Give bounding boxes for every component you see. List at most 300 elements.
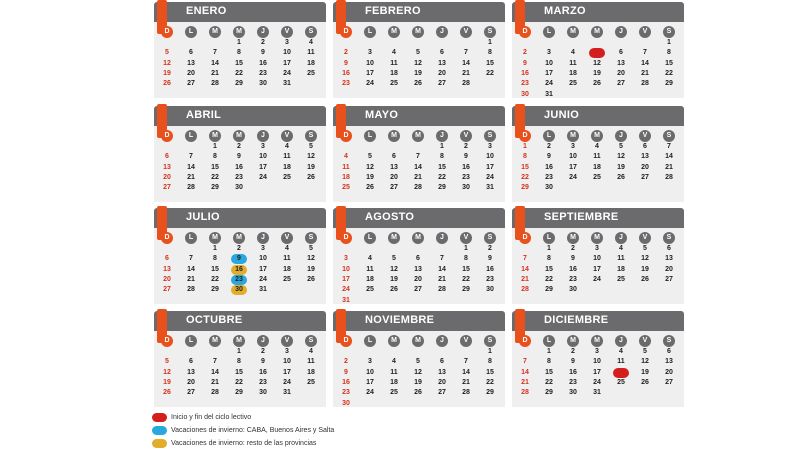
day-cell: 7 — [213, 49, 217, 57]
day-cell: 22 — [235, 378, 243, 386]
weekday-header: V — [460, 232, 472, 244]
month-header — [154, 2, 326, 22]
day-cell: 19 — [617, 163, 625, 171]
day-cell: 18 — [390, 378, 398, 386]
month-header — [512, 2, 684, 22]
day-cell: 23 — [569, 378, 577, 386]
day-cell: 10 — [486, 153, 494, 161]
month-name: MARZO — [544, 5, 586, 17]
day-cell: 28 — [187, 286, 195, 294]
day-cell: 24 — [593, 378, 601, 386]
day-cell: 21 — [438, 275, 446, 283]
day-cell: 27 — [163, 286, 171, 294]
day-cell: 29 — [211, 184, 219, 192]
day-cell: 12 — [390, 265, 398, 273]
day-cell: 14 — [211, 59, 219, 67]
day-cell: 11 — [593, 153, 601, 161]
weekday-header: L — [543, 335, 555, 347]
day-cell: 24 — [366, 80, 374, 88]
day-cell: 5 — [368, 153, 372, 161]
day-cell: 28 — [438, 286, 446, 294]
day-cell: 16 — [259, 59, 267, 67]
month-header — [154, 208, 326, 228]
day-cell: 23 — [545, 173, 553, 181]
day-cell: 16 — [545, 163, 553, 171]
day-cell: 16 — [342, 69, 350, 77]
day-cell: 7 — [416, 153, 420, 161]
day-cell: 20 — [665, 368, 673, 376]
weekday-header: V — [639, 232, 651, 244]
weekday-header: S — [305, 26, 317, 38]
day-cell: 22 — [438, 173, 446, 181]
day-cell: 19 — [414, 378, 422, 386]
day-cell: 4 — [571, 49, 575, 57]
day-cell: 31 — [283, 80, 291, 88]
day-cell: 25 — [569, 80, 577, 88]
day-cell: 24 — [259, 173, 267, 181]
day-cell: 24 — [545, 80, 553, 88]
day-cell: 26 — [366, 184, 374, 192]
day-cell: 9 — [547, 153, 551, 161]
day-cell: 31 — [259, 286, 267, 294]
day-cell: 15 — [235, 368, 243, 376]
day-cell: 21 — [665, 163, 673, 171]
weekday-header: M — [412, 335, 424, 347]
day-cell: 23 — [521, 80, 529, 88]
day-cell: 14 — [414, 163, 422, 171]
day-cell: 23 — [342, 80, 350, 88]
day-cell: 12 — [641, 255, 649, 263]
day-cell: 9 — [464, 153, 468, 161]
month-name: MAYO — [365, 109, 399, 121]
day-cell: 2 — [261, 39, 265, 46]
day-cell: 10 — [545, 59, 553, 67]
day-cell: 24 — [342, 286, 350, 294]
day-cell: 18 — [307, 368, 315, 376]
day-cell: 19 — [641, 368, 649, 376]
day-cell: 3 — [368, 49, 372, 57]
weekday-header: M — [591, 335, 603, 347]
day-cell: 10 — [283, 358, 291, 366]
weekday-header: M — [591, 26, 603, 38]
weekday-header: D — [340, 335, 352, 347]
weekday-header: J — [436, 232, 448, 244]
month-name: ENERO — [186, 5, 227, 17]
day-cell: 3 — [595, 348, 599, 355]
day-cell: 2 — [464, 143, 468, 150]
day-cell: 7 — [523, 255, 527, 263]
weekday-header: M — [412, 130, 424, 142]
day-cell: 9 — [488, 255, 492, 263]
weekday-header: J — [615, 26, 627, 38]
day-cell: 25 — [283, 173, 291, 181]
weekday-header: M — [567, 335, 579, 347]
day-cell: 25 — [593, 173, 601, 181]
day-cell: 4 — [309, 39, 313, 46]
day-cell: 25 — [307, 378, 315, 386]
weekday-header: L — [185, 130, 197, 142]
weekday-header: J — [436, 335, 448, 347]
day-cell: 28 — [211, 389, 219, 397]
day-cell: 28 — [641, 80, 649, 88]
day-cell: 31 — [545, 90, 553, 98]
day-cell: 13 — [665, 358, 673, 366]
legend-text: Inicio y fin del ciclo lectivo — [171, 414, 252, 421]
day-cell: 30 — [342, 399, 350, 407]
day-cell: 11 — [307, 49, 315, 57]
day-cell: 6 — [643, 143, 647, 150]
weekday-header: J — [257, 232, 269, 244]
day-cell: 10 — [366, 368, 374, 376]
weekday-header: D — [161, 26, 173, 38]
day-cell: 15 — [438, 163, 446, 171]
day-cell: 21 — [211, 378, 219, 386]
weekday-header: S — [305, 335, 317, 347]
day-cell: 9 — [231, 254, 247, 264]
day-cell: 14 — [665, 153, 673, 161]
day-cell: 27 — [617, 80, 625, 88]
day-cell: 19 — [593, 69, 601, 77]
day-cell: 15 — [211, 265, 219, 273]
day-cell: 26 — [390, 286, 398, 294]
day-cell: 8 — [213, 153, 217, 161]
day-cell: 10 — [569, 153, 577, 161]
day-cell: 3 — [571, 143, 575, 150]
day-cell: 9 — [261, 49, 265, 57]
month-header — [333, 106, 505, 126]
day-cell: 18 — [307, 59, 315, 67]
day-cell: 3 — [547, 49, 551, 57]
day-cell: 20 — [390, 173, 398, 181]
day-cell: 11 — [390, 59, 398, 67]
month-name: JULIO — [186, 211, 220, 223]
day-cell: 11 — [569, 59, 577, 67]
day-cell: 13 — [641, 153, 649, 161]
day-cell: 29 — [545, 389, 553, 397]
weekday-header: S — [663, 26, 675, 38]
weekday-header: J — [257, 130, 269, 142]
day-cell: 1 — [464, 245, 468, 252]
day-cell: 7 — [643, 49, 647, 57]
month-name: SEPTIEMBRE — [544, 211, 619, 223]
month-name: JUNIO — [544, 109, 580, 121]
day-cell: 18 — [569, 69, 577, 77]
weekday-header: M — [388, 232, 400, 244]
day-cell: 13 — [617, 59, 625, 67]
day-cell: 4 — [619, 348, 623, 355]
day-cell: 2 — [571, 245, 575, 252]
weekday-header: S — [484, 232, 496, 244]
weekday-header: V — [639, 335, 651, 347]
weekday-header: D — [161, 130, 173, 142]
day-cell: 29 — [235, 80, 243, 88]
day-cell: 1 — [213, 245, 217, 252]
day-cell: 13 — [187, 59, 195, 67]
day-cell: 14 — [462, 59, 470, 67]
weekday-header: M — [412, 232, 424, 244]
weekday-header: L — [543, 232, 555, 244]
day-cell: 11 — [617, 255, 625, 263]
day-cell: 23 — [259, 69, 267, 77]
legend-marker-red — [152, 413, 167, 422]
day-cell: 15 — [462, 265, 470, 273]
day-cell: 1 — [237, 39, 241, 46]
day-cell: 17 — [366, 69, 374, 77]
day-cell: 29 — [462, 286, 470, 294]
day-cell: 10 — [259, 255, 267, 263]
day-cell: 5 — [416, 49, 420, 57]
day-cell: 28 — [665, 173, 673, 181]
day-cell: 7 — [464, 49, 468, 57]
day-cell: 30 — [462, 184, 470, 192]
day-cell: 6 — [667, 348, 671, 355]
day-cell: 3 — [368, 358, 372, 366]
day-cell: 16 — [569, 368, 577, 376]
day-cell: 7 — [523, 358, 527, 366]
weekday-header: L — [543, 26, 555, 38]
day-cell: 4 — [285, 143, 289, 150]
day-cell: 30 — [259, 80, 267, 88]
day-cell: 4 — [392, 49, 396, 57]
day-cell: 16 — [259, 368, 267, 376]
weekday-header: J — [615, 335, 627, 347]
day-cell: 10 — [283, 49, 291, 57]
day-cell: 2 — [488, 245, 492, 252]
day-cell: 31 — [486, 184, 494, 192]
day-cell: 31 — [593, 389, 601, 397]
day-cell: 3 — [488, 143, 492, 150]
day-cell: 9 — [344, 368, 348, 376]
day-cell: 14 — [521, 265, 529, 273]
day-cell: 29 — [521, 184, 529, 192]
day-cell: 8 — [488, 358, 492, 366]
day-cell: 27 — [163, 184, 171, 192]
day-cell: 25 — [617, 275, 625, 283]
day-cell: 26 — [414, 389, 422, 397]
day-cell: 20 — [187, 69, 195, 77]
day-cell: 19 — [163, 378, 171, 386]
day-cell: 15 — [486, 59, 494, 67]
day-cell: 19 — [307, 163, 315, 171]
day-cell: 20 — [641, 163, 649, 171]
day-cell: 17 — [593, 368, 601, 376]
day-cell: 20 — [665, 265, 673, 273]
day-cell: 8 — [464, 255, 468, 263]
day-cell: 12 — [414, 59, 422, 67]
day-cell: 5 — [619, 143, 623, 150]
day-cell: 26 — [307, 173, 315, 181]
weekday-header: J — [436, 26, 448, 38]
day-cell: 6 — [440, 358, 444, 366]
day-cell: 15 — [235, 59, 243, 67]
weekday-header: V — [281, 26, 293, 38]
day-cell: 25 — [342, 184, 350, 192]
day-cell: 31 — [283, 389, 291, 397]
weekday-header: J — [257, 335, 269, 347]
month-header — [512, 106, 684, 126]
day-cell: 6 — [189, 358, 193, 366]
legend-item-provincias — [152, 438, 402, 450]
day-cell: 3 — [285, 39, 289, 46]
day-cell: 1 — [440, 143, 444, 150]
day-cell: 9 — [571, 358, 575, 366]
day-cell: 19 — [163, 69, 171, 77]
day-cell: 4 — [619, 245, 623, 252]
day-cell: 29 — [235, 389, 243, 397]
day-cell: 27 — [665, 378, 673, 386]
day-cell: 11 — [283, 255, 291, 263]
day-cell: 17 — [259, 163, 267, 171]
day-cell: 13 — [438, 368, 446, 376]
day-cell: 3 — [344, 255, 348, 263]
day-cell: 21 — [414, 173, 422, 181]
day-cell: 3 — [261, 143, 265, 150]
day-cell: 5 — [643, 348, 647, 355]
day-cell: 19 — [641, 265, 649, 273]
day-cell: 9 — [237, 153, 241, 161]
day-cell: 2 — [523, 49, 527, 57]
day-cell: 22 — [235, 69, 243, 77]
month-header — [512, 208, 684, 228]
day-cell: 8 — [523, 153, 527, 161]
day-cell: 12 — [307, 255, 315, 263]
day-cell: 21 — [211, 69, 219, 77]
weekday-header: M — [209, 232, 221, 244]
day-cell: 8 — [547, 358, 551, 366]
day-cell: 22 — [211, 173, 219, 181]
day-cell: 25 — [366, 286, 374, 294]
weekday-header: S — [484, 130, 496, 142]
day-cell: 25 — [390, 389, 398, 397]
day-cell: 1 — [237, 348, 241, 355]
day-cell: 22 — [545, 275, 553, 283]
day-cell: 29 — [486, 389, 494, 397]
day-cell: 16 — [521, 69, 529, 77]
day-cell: 30 — [231, 285, 247, 295]
day-cell: 22 — [211, 275, 219, 283]
day-cell: 23 — [342, 389, 350, 397]
day-cell: 6 — [440, 49, 444, 57]
day-cell: 15 — [486, 368, 494, 376]
day-cell: 12 — [163, 59, 171, 67]
weekday-header: L — [364, 130, 376, 142]
day-cell: 21 — [462, 69, 470, 77]
weekday-header: J — [615, 130, 627, 142]
day-cell: 6 — [165, 255, 169, 263]
day-cell: 27 — [390, 184, 398, 192]
month-header — [333, 208, 505, 228]
day-cell: 6 — [189, 49, 193, 57]
day-cell: 12 — [414, 368, 422, 376]
day-cell: 21 — [521, 378, 529, 386]
weekday-header: M — [567, 26, 579, 38]
weekday-header: D — [161, 232, 173, 244]
day-cell: 1 — [213, 143, 217, 150]
day-cell: 31 — [342, 296, 350, 304]
day-cell: 13 — [665, 255, 673, 263]
day-cell: 10 — [366, 59, 374, 67]
day-cell: 20 — [438, 69, 446, 77]
day-cell: 7 — [464, 358, 468, 366]
day-cell: 24 — [569, 173, 577, 181]
day-cell: 21 — [462, 378, 470, 386]
day-cell: 14 — [211, 368, 219, 376]
day-cell: 26 — [163, 389, 171, 397]
weekday-header: V — [281, 335, 293, 347]
weekday-header: M — [209, 130, 221, 142]
day-cell: 13 — [163, 163, 171, 171]
day-cell: 27 — [187, 389, 195, 397]
day-cell: 28 — [211, 80, 219, 88]
weekday-header: V — [460, 26, 472, 38]
day-cell: 27 — [438, 389, 446, 397]
day-cell: 28 — [414, 184, 422, 192]
weekday-header: L — [543, 130, 555, 142]
day-cell: 27 — [187, 80, 195, 88]
weekday-header: J — [615, 232, 627, 244]
day-cell: 14 — [462, 368, 470, 376]
day-cell: 3 — [261, 245, 265, 252]
day-cell: 26 — [617, 173, 625, 181]
day-cell: 23 — [462, 173, 470, 181]
day-cell: 7 — [189, 255, 193, 263]
day-cell: 26 — [163, 80, 171, 88]
day-cell: 25 — [390, 80, 398, 88]
day-cell: 22 — [665, 69, 673, 77]
day-cell: 13 — [390, 163, 398, 171]
day-cell: 22 — [486, 69, 494, 77]
weekday-header: S — [484, 26, 496, 38]
day-cell: 13 — [438, 59, 446, 67]
day-cell: 11 — [307, 358, 315, 366]
day-cell: 24 — [486, 173, 494, 181]
day-cell: 25 — [617, 378, 625, 386]
day-cell: 5 — [309, 143, 313, 150]
day-cell: 14 — [641, 59, 649, 67]
day-cell: 22 — [486, 378, 494, 386]
day-cell: 25 — [307, 69, 315, 77]
weekday-header: M — [591, 232, 603, 244]
day-cell: 4 — [309, 348, 313, 355]
day-cell: 11 — [390, 368, 398, 376]
day-cell: 30 — [545, 184, 553, 192]
day-cell: 20 — [617, 69, 625, 77]
day-cell: 26 — [414, 80, 422, 88]
month-name: FEBRERO — [365, 5, 421, 17]
day-cell: 28 — [521, 286, 529, 294]
day-cell: 17 — [486, 163, 494, 171]
day-cell: 24 — [283, 378, 291, 386]
day-cell: 18 — [613, 368, 629, 378]
day-cell: 8 — [440, 153, 444, 161]
day-cell: 19 — [414, 69, 422, 77]
day-cell: 11 — [617, 358, 625, 366]
day-cell: 1 — [488, 39, 492, 46]
day-cell: 4 — [285, 245, 289, 252]
legend-marker-blue — [152, 426, 167, 435]
day-cell: 20 — [187, 378, 195, 386]
day-cell: 25 — [283, 275, 291, 283]
day-cell: 2 — [547, 143, 551, 150]
day-cell: 3 — [595, 245, 599, 252]
weekday-header: V — [281, 130, 293, 142]
day-cell: 18 — [593, 163, 601, 171]
day-cell: 13 — [163, 265, 171, 273]
weekday-header: V — [639, 130, 651, 142]
weekday-header: M — [233, 335, 245, 347]
day-cell: 1 — [667, 39, 671, 46]
day-cell: 5 — [165, 49, 169, 57]
